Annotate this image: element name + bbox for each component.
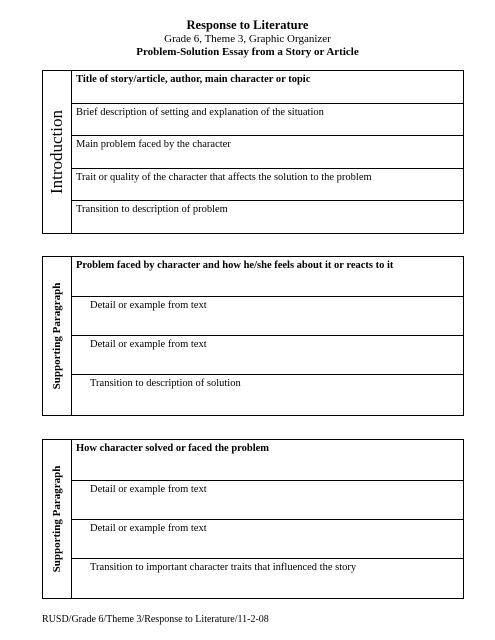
supporting-paragraph-side-label: Supporting Paragraph — [51, 282, 63, 390]
document-subtitle-essay-type: Problem-Solution Essay from a Story or Article — [136, 46, 359, 58]
supporting-paragraph-solution-section — [42, 439, 464, 599]
problem-row-transition: Transition to description of solution — [90, 378, 241, 389]
problem-row-detail-1: Detail or example from text — [72, 297, 463, 336]
problem-row-detail-2: Detail or example from text — [72, 336, 463, 375]
introduction-row-main-problem: Main problem faced by the character — [72, 136, 463, 169]
supporting-paragraph-problem-section — [42, 256, 464, 416]
introduction-row-title: Title of story/article, author, main character or topic — [72, 71, 463, 104]
introduction-row-transition: Transition to description of problem — [76, 204, 228, 215]
document-title: Response to Literature — [186, 18, 309, 32]
introduction-side-panel — [43, 71, 72, 233]
solution-row-detail-2: Detail or example from text — [72, 520, 463, 559]
document-subtitle: Grade 6, Theme 3, Graphic Organizer — [164, 33, 331, 45]
document-footer: RUSD/Grade 6/Theme 3/Response to Literature/11-2-08 — [42, 614, 269, 625]
solution-row-heading: How character solved or faced the problem — [72, 440, 463, 481]
supporting-paragraph-side-panel — [43, 440, 72, 598]
supporting-paragraph-side-label: Supporting Paragraph — [51, 465, 63, 573]
introduction-section — [42, 70, 464, 234]
introduction-side-label: Introduction — [47, 109, 66, 195]
solution-row-transition: Transition to important character traits that influenced the story — [90, 562, 357, 573]
problem-row-heading: Problem faced by character and how he/she feels about it or reacts to it — [72, 257, 463, 297]
solution-row-detail-1: Detail or example from text — [72, 481, 463, 520]
introduction-row-setting: Brief description of setting and explanation of the situation — [72, 104, 463, 136]
introduction-row-trait: Trait or quality of the character that affects the solution to the problem — [72, 169, 463, 201]
supporting-paragraph-side-panel — [43, 257, 72, 415]
